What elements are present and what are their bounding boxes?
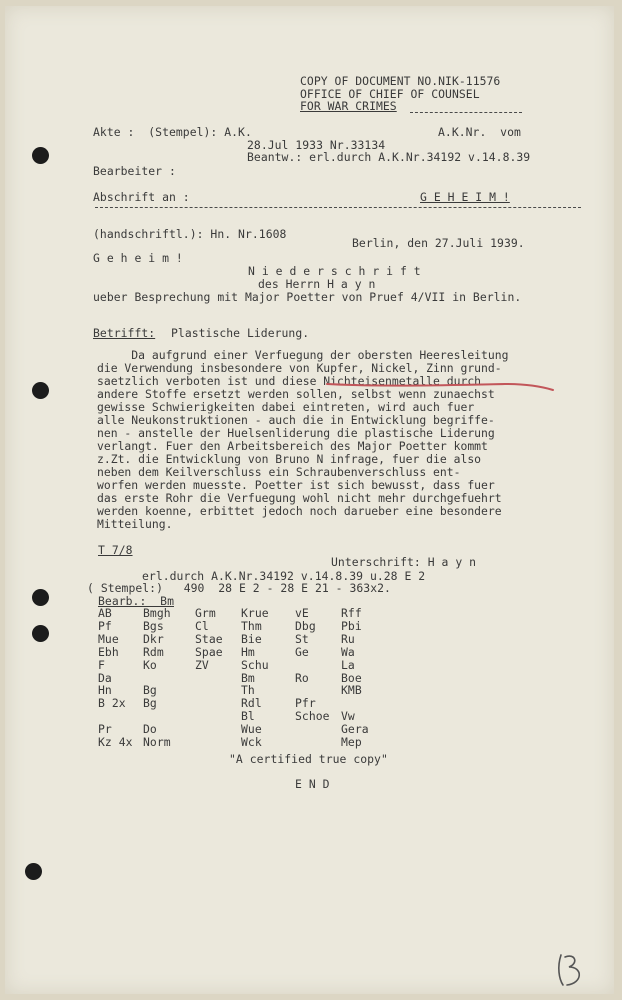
handschriftl-line: (handschriftl.): Hn. Nr.1608 xyxy=(93,227,287,241)
header-line-1: COPY OF DOCUMENT NO.NIK-11576 xyxy=(300,74,501,88)
date-nr-line: 28.Jul 1933 Nr.33134 xyxy=(247,138,386,152)
distribution-code: Pbi xyxy=(341,618,362,633)
erl-line: erl.durch A.K.Nr.34192 v.14.8.39 u.28 E 2 xyxy=(142,569,426,583)
distribution-code: Norm xyxy=(143,735,171,749)
distribution-code: Rdm xyxy=(143,644,164,659)
distribution-code: Grm xyxy=(195,606,216,620)
distribution-code: Cl xyxy=(195,618,209,633)
body-line: worfen werden muesste. Poetter ist sich bewusst, dass fuer xyxy=(97,478,495,492)
distribution-code: Mue xyxy=(98,631,119,646)
stempel-line: ( Stempel:) 490 28 E 2 - 28 E 21 - 363x2. xyxy=(87,581,391,595)
distribution-code: Wck xyxy=(241,735,262,749)
header-line-3: FOR WAR CRIMES xyxy=(300,99,397,113)
t78-label: T 7/8 xyxy=(98,543,133,557)
header-line-2: OFFICE OF CHIEF OF COUNSEL xyxy=(300,87,480,101)
distribution-code: Stae xyxy=(195,631,223,646)
distribution-code: Dbg xyxy=(295,618,316,633)
geheim-line: G e h e i m ! xyxy=(93,251,183,265)
distribution-code: Do xyxy=(143,722,157,737)
distribution-code: Rdl xyxy=(241,696,262,711)
body-line: Da aufgrund einer Verfuegung der obersten Heeresleitung xyxy=(97,348,509,362)
distribution-code: Wue xyxy=(241,722,262,737)
distribution-code: Ebh xyxy=(98,644,119,659)
body-line: nen - anstelle der Huelsenliderung die plastische Liderung xyxy=(97,426,495,440)
distribution-code: Ko xyxy=(143,657,157,672)
distribution-code: Bg xyxy=(143,683,157,698)
distribution-code: B 2x xyxy=(98,696,126,711)
punch-hole-4 xyxy=(32,625,49,642)
distribution-code: KMB xyxy=(341,683,362,698)
body-line: das erste Rohr die Verfuegung wohl nicht mehr durchgefuehrt xyxy=(97,491,502,505)
geheim-header: G E H E I M ! xyxy=(420,190,510,204)
distribution-code: Dkr xyxy=(143,631,164,646)
distribution-code: Bm xyxy=(241,670,255,685)
distribution-code: Pf xyxy=(98,618,112,633)
betrifft-text: Plastische Liderung. xyxy=(171,326,310,340)
distribution-code: Boe xyxy=(341,670,362,685)
distribution-code: Spae xyxy=(195,644,223,659)
distribution-code: Schoe xyxy=(295,709,330,724)
punch-hole-2 xyxy=(32,382,49,399)
certified-line: "A certified true copy" xyxy=(229,752,388,766)
body-line: z.Zt. die Entwicklung von Bruno N infrage, fuer die also xyxy=(97,452,482,466)
red-pencil-underline xyxy=(325,381,555,393)
unterschrift-line: Unterschrift: H a y n xyxy=(331,555,477,569)
aknr-line: A.K.Nr. vom xyxy=(438,125,521,139)
body-line: andere Stoffe ersetzt werden sollen, selbst wenn zunaechst xyxy=(97,387,495,401)
body-line: werden koenne, erbittet jedoch noch darueber eine besondere xyxy=(97,504,502,518)
distribution-code: Vw xyxy=(341,709,355,724)
distribution-code: La xyxy=(341,657,355,672)
distribution-code: Rff xyxy=(341,606,362,620)
header-rule xyxy=(410,112,522,113)
bearbeiter-label: Bearbeiter : xyxy=(93,164,176,178)
betrifft-label: Betrifft: xyxy=(93,326,156,340)
distribution-code: F xyxy=(98,657,105,672)
place-date: Berlin, den 27.Juli 1939. xyxy=(352,236,525,250)
distribution-code: Ge xyxy=(295,644,309,659)
distribution-code: Th xyxy=(241,683,255,698)
beantw-line: Beantw.: erl.durch A.K.Nr.34192 v.14.8.39 xyxy=(247,150,531,164)
distribution-code: AB xyxy=(98,606,112,620)
distribution-code: St xyxy=(295,631,309,646)
distribution-code: Bie xyxy=(241,631,262,646)
distribution-code: Pfr xyxy=(295,696,316,711)
punch-hole-1 xyxy=(32,147,49,164)
distribution-code: Bgs xyxy=(143,618,164,633)
distribution-code: Ru xyxy=(341,631,355,646)
distribution-code: Bg xyxy=(143,696,157,711)
distribution-code: Thm xyxy=(241,618,262,633)
distribution-code: Ro xyxy=(295,670,309,685)
distribution-code: ZV xyxy=(195,657,209,672)
body-line: gewisse Schwierigkeiten dabei eintreten, wird auch fuer xyxy=(97,400,475,414)
distribution-code: Da xyxy=(98,670,112,685)
body-line: Mitteilung. xyxy=(97,517,173,531)
punch-hole-3 xyxy=(32,589,49,606)
punch-hole-5 xyxy=(25,863,42,880)
body-line: alle Neukonstruktionen - auch die in Entwicklung begriffe- xyxy=(97,413,495,427)
body-line: die Verwendung insbesondere von Kupfer, Nickel, Zinn grund- xyxy=(97,361,502,375)
distribution-code: Gera xyxy=(341,722,369,737)
niederschrift-title: N i e d e r s c h r i f t xyxy=(248,264,421,278)
bearb-line: Bearb.: Bm xyxy=(98,594,174,608)
akte-line: Akte : (Stempel): A.K. xyxy=(93,125,252,139)
abschrift-label: Abschrift an : xyxy=(93,190,190,204)
body-line: verlangt. Fuer den Arbeitsbereich des Major Poetter kommt xyxy=(97,439,488,453)
body-line: neben dem Keilverschluss ein Schraubenverschluss ent- xyxy=(97,465,461,479)
distribution-code: Krue xyxy=(241,606,269,620)
distribution-code: Mep xyxy=(341,735,362,749)
document-page xyxy=(5,6,614,994)
section-rule xyxy=(95,207,581,208)
distribution-code: Hn xyxy=(98,683,112,698)
distribution-code: Kz 4x xyxy=(98,735,133,749)
handwritten-page-number xyxy=(553,949,595,991)
distribution-code: vE xyxy=(295,606,309,620)
distribution-code: Bl xyxy=(241,709,255,724)
end-line: E N D xyxy=(295,777,330,791)
distribution-code: Bmgh xyxy=(143,606,171,620)
distribution-code: Hm xyxy=(241,644,255,659)
ueber-line: ueber Besprechung mit Major Poetter von Pruef 4/VII in Berlin. xyxy=(93,290,522,304)
des-herrn-line: des Herrn H a y n xyxy=(258,277,376,291)
distribution-code: Wa xyxy=(341,644,355,659)
distribution-code: Pr xyxy=(98,722,112,737)
body-line: saetzlich verboten ist und diese Nichteisenmetalle durch xyxy=(97,374,482,388)
distribution-code: Schu xyxy=(241,657,269,672)
